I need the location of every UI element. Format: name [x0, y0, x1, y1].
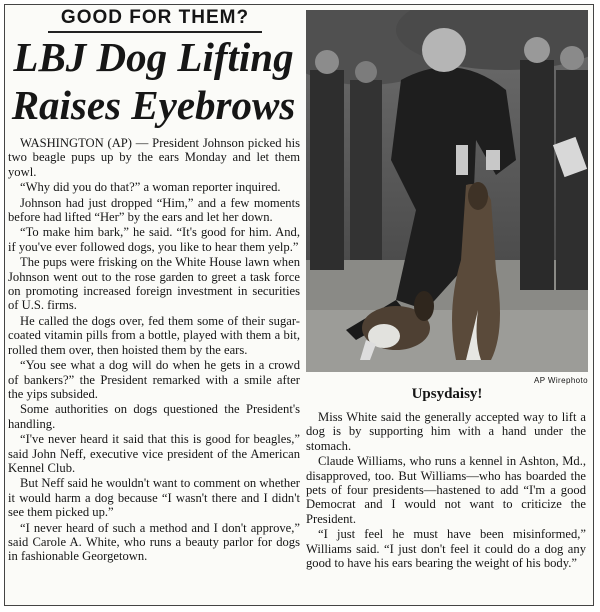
article-paragraph: The pups were frisking on the White House lawn when Johnson went out to the rose garden to greet a task force on promoting increased foreign investment in securities of U.S. firms.: [8, 255, 300, 313]
article-paragraph: “To make him bark,” he said. “It's good for him. And, if you've ever followed dogs, you like to hear them yelp.”: [8, 225, 300, 254]
article-left-column: [8, 136, 300, 565]
kicker-headline: GOOD FOR THEM?: [48, 5, 262, 33]
main-headline: [6, 33, 301, 129]
article-paragraph: Miss White said the generally accepted way to lift a dog is by supporting him with a hand under the stomach.: [306, 410, 586, 453]
article-paragraph: WASHINGTON (AP) — President Johnson picked his two beagle pups up by the ears Monday and let them yowl.: [8, 136, 300, 179]
article-paragraph: “Why did you do that?” a woman reporter inquired.: [20, 180, 281, 195]
article-paragraph: “I never heard of such a method and I don't approve,” said Carole A. White, who runs a beauty parlor for dogs in fashionable Georgetown.: [8, 520, 300, 564]
headline-line-1: LBJ Dog Lifting: [13, 34, 294, 80]
article-paragraph: He called the dogs over, fed them some of their sugar-coated vitamin pills from a bottle, played with them a bit, rolled them over, then hoisted them by the ears.: [8, 313, 300, 357]
article-paragraph: But Neff said he wouldn't want to comment on whether it would harm a dog because “I wasn't there and I didn't see them picked up.”: [8, 476, 300, 520]
photo-caption: Upsydaisy!: [411, 386, 483, 402]
headline-line-2: Raises Eyebrows: [11, 82, 296, 128]
article-right-column: [306, 410, 586, 571]
photo-credit: AP Wirephoto: [533, 376, 588, 385]
news-photo: [306, 10, 588, 372]
article-paragraph: “You see what a dog will do when he gets in a crowd of bankers?” the President remarked with a smile after the yips subsided.: [8, 358, 300, 401]
photo-illustration: [306, 10, 588, 372]
article-paragraph: Johnson had just dropped “Him,” and a few moments before had lifted “Her” by the ears and let her down.: [8, 195, 300, 225]
article-paragraph: “I've never heard it said that this is good for beagles,” said John Neff, executive vice president of the American Kennel Club.: [8, 432, 300, 475]
article-paragraph: Claude Williams, who runs a kennel in Ashton, Md., disapproved, too. But Williams—who has boarded the pets of four presidents—hastened to add “I'm a good Democrat and I would not want to criticize the President.: [306, 454, 586, 526]
article-paragraph: “I just feel he must have been misinformed,” Williams said. “I just don't feel it could do a dog any good to have his ears bearing the weight of his body.”: [306, 527, 586, 571]
article-paragraph: Some authorities on dogs questioned the President's handling.: [8, 402, 300, 431]
